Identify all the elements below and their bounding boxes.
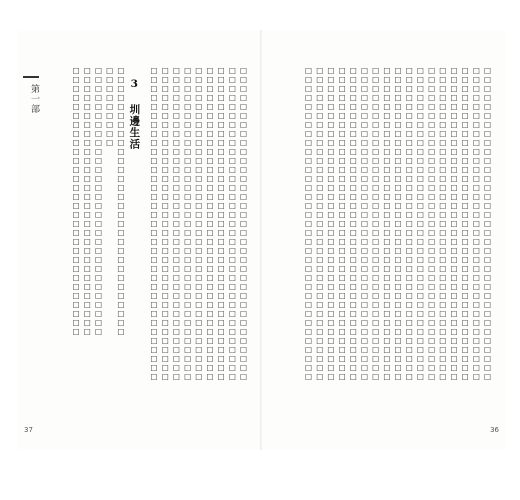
- text-column: □□□□□□□□□□□□□□□□□□□□□□□□□□□□□□□□□□□: [227, 66, 237, 381]
- text-column: □□□□□□□□□□□□□□□□□□□□□□□□□□□□□□: [116, 66, 126, 336]
- text-column: □□□□□□□□□□□□□□□□□□□□□□□□□□□□□□□□□□□: [382, 66, 392, 381]
- text-column: □□□□□□□□□□□□□□□□□□□□□□□□□□□□□□□□□□□: [171, 66, 181, 381]
- text-column: □□□□□□□□□□□□□□□□□□□□□□□□□□□□□□□□□□□: [304, 66, 313, 381]
- left-page-text: [51, 66, 248, 381]
- text-column: □□□□□□□□□□□□□□□□□□□□□□□□□□□□□□□□□□□: [239, 66, 248, 381]
- section-heading-text: 圳邊生活: [128, 104, 141, 150]
- text-column: □□□□□□□□□□□□□□□□□□□□□□□□□□□□□□□□□□□: [160, 66, 170, 381]
- text-column: □□□□□□□□□□□□□□□□□□□□□□□□□□□□□□□□□□□: [460, 66, 470, 381]
- text-column: □□□□□□□□□□□□□□□□□□□□□□□□□□□□□□□□□□□: [471, 66, 481, 381]
- text-column: □□□□□□□□□□□□□□□□□□□□□□□□□□□□□□□□□□□: [371, 66, 381, 381]
- right-page-text: [277, 66, 492, 381]
- text-column: □□□□□□□□□□□□□□□□□□□□□□□□□□□□□□: [82, 66, 92, 336]
- section-heading: [128, 78, 142, 150]
- page-number-right: 36: [490, 426, 499, 434]
- text-column: □□□□□□□□□□□□□□□□□□□□□□□□□□□□□□□□□□□: [194, 66, 204, 381]
- text-column: □□□□□□□□□□□□□□□□□□□□□□□□□□□□□□□□□□□: [149, 66, 159, 381]
- text-column: □□□□□□□□□□□□□□□□□□□□□□□□□□□□□□□□□□□: [483, 66, 492, 381]
- text-column: □□□□□□□□□□□□□□□□□□□□□□□□□□□□□□: [93, 66, 103, 336]
- text-column: □□□□□□□□□□□□□□□□□□□□□□□□□□□□□□□□□□□: [205, 66, 215, 381]
- text-column: □□□□□□□□□□□□□□□□□□□□□□□□□□□□□□□□□□□: [216, 66, 226, 381]
- section-tab: [18, 76, 46, 136]
- tab-divider: [23, 76, 39, 78]
- text-column: □□□□□□□□□□□□□□□□□□□□□□□□□□□□□□□□□□□: [415, 66, 425, 381]
- left-page: [18, 30, 262, 450]
- text-column: □□□□□□□□□□□□□□□□□□□□□□□□□□□□□□□□□□□: [427, 66, 437, 381]
- right-page: [262, 30, 505, 450]
- text-column: □□□□□□□□□: [105, 66, 115, 147]
- page-number-left: 37: [24, 426, 33, 434]
- text-column: □□□□□□□□□□□□□□□□□□□□□□□□□□□□□□□□□□□: [359, 66, 369, 381]
- text-column: □□□□□□□□□□□□□□□□□□□□□□□□□□□□□□□□□□□: [348, 66, 358, 381]
- text-column: □□□□□□□□□□□□□□□□□□□□□□□□□□□□□□□□□□□: [315, 66, 325, 381]
- text-column: □□□□□□□□□□□□□□□□□□□□□□□□□□□□□□□□□□□: [438, 66, 448, 381]
- text-column: □□□□□□□□□□□□□□□□□□□□□□□□□□□□□□: [71, 66, 81, 336]
- text-column: □□□□□□□□□□□□□□□□□□□□□□□□□□□□□□□□□□□: [404, 66, 414, 381]
- text-column: □□□□□□□□□□□□□□□□□□□□□□□□□□□□□□□□□□□: [393, 66, 403, 381]
- text-column: □□□□□□□□□□□□□□□□□□□□□□□□□□□□□□□□□□□: [326, 66, 336, 381]
- text-column: □□□□□□□□□□□□□□□□□□□□□□□□□□□□□□□□□□□: [183, 66, 193, 381]
- section-heading-number: 3: [128, 78, 141, 91]
- section-tab-label: 第一部: [29, 84, 39, 114]
- text-column: □□□□□□□□□□□□□□□□□□□□□□□□□□□□□□□□□□□: [449, 66, 459, 381]
- text-column: □□□□□□□□□□□□□□□□□□□□□□□□□□□□□□□□□□□: [337, 66, 347, 381]
- heading-spacer: [124, 66, 146, 366]
